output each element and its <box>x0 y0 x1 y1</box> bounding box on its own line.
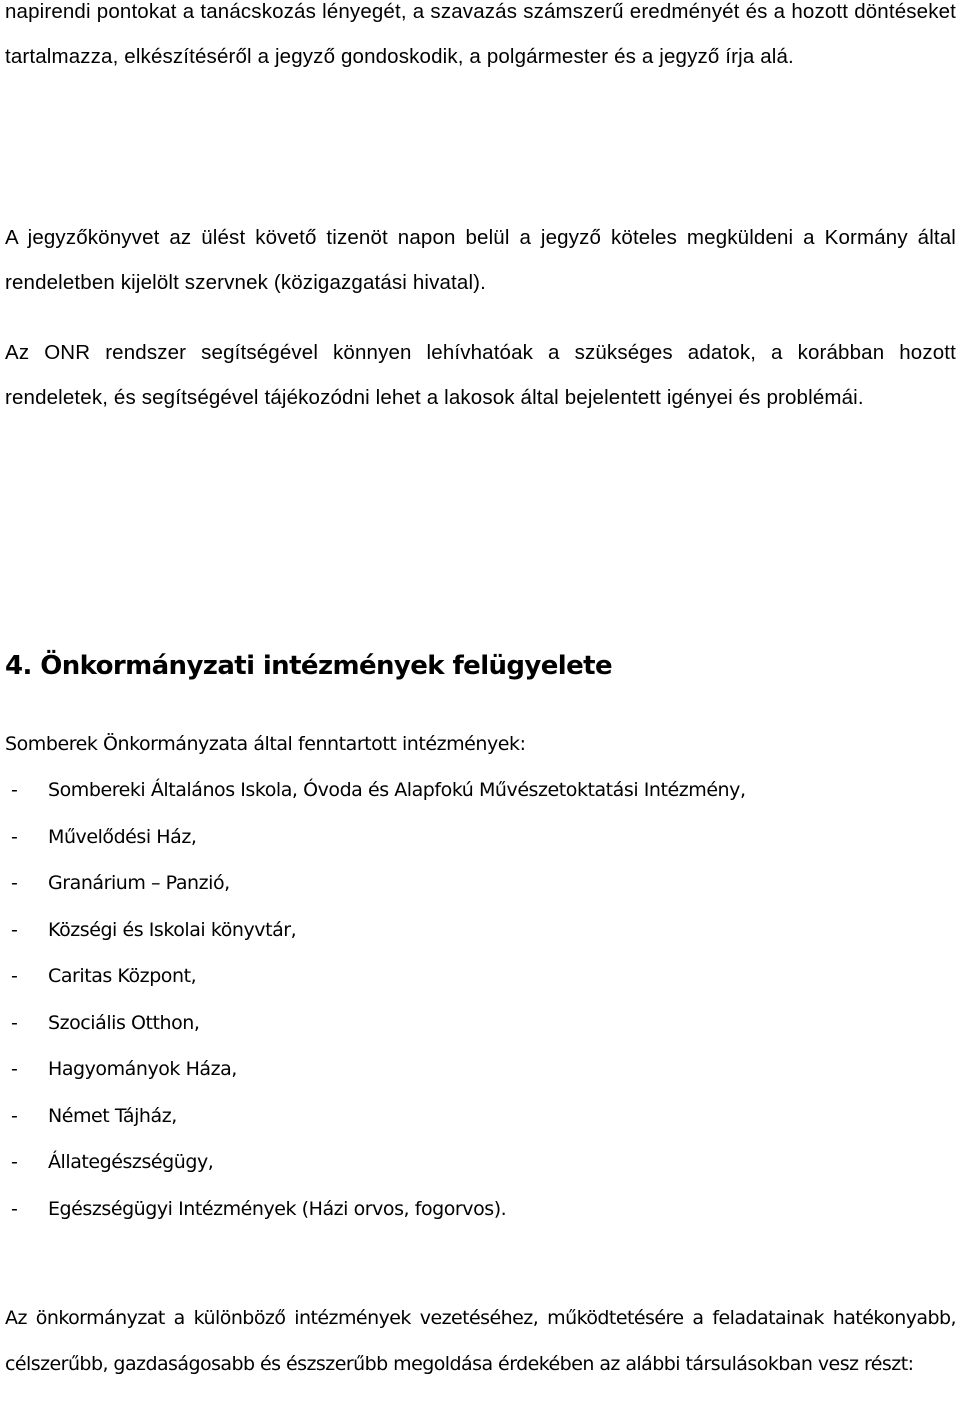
list-item <box>5 1186 746 1233</box>
list-item <box>5 907 746 954</box>
list-item-text: Egészségügyi Intézmények (Házi orvos, fogorvos). <box>48 1197 507 1220</box>
paragraph-minutes-submission: A jegyzőkönyvet az ülést követő tizenöt napon belül a jegyző köteles megküldeni a Kormány által rendeletben kijelölt szervnek (közigazgatási hivatal). <box>5 226 956 294</box>
list-item <box>5 1139 746 1186</box>
list-dash: - <box>11 1011 18 1034</box>
list-item <box>5 953 746 1000</box>
list-dash: - <box>11 872 18 894</box>
list-item <box>5 814 746 861</box>
paragraph-onr-system: Az ONR rendszer segítségével könnyen lehívhatóak a szükséges adatok, a korábban hozott rendeletek, és segítségével tájékozódni lehet a lakosok által bejelentett igényei és problémái. <box>5 341 956 409</box>
list-dash: - <box>11 779 18 801</box>
list-dash: - <box>11 1151 18 1173</box>
list-dash: - <box>11 918 18 941</box>
institutions-list <box>5 767 746 1232</box>
list-item-text: Német Tájház, <box>48 1104 177 1127</box>
list-item-text: Állategészségügy, <box>48 1151 214 1173</box>
list-item <box>5 1046 746 1093</box>
list-item <box>5 1093 746 1140</box>
paragraph-minutes-content: napirendi pontokat a tanácskozás lényegét, a szavazás számszerű eredményét és a hozott döntéseket tartalmazza, elkészítéséről a jegyző gondoskodik, a polgármester és a jegyző írja alá. <box>5 0 956 68</box>
list-dash: - <box>11 825 18 848</box>
list-dash: - <box>11 965 18 987</box>
paragraph-associations: Az önkormányzat a különböző intézmények vezetéséhez, működtetésére a feladatainak hatékonyabb, célszerűbb, gazdaságosabb és észszerűbb megoldása érdekében az alábbi társulásokban vesz részt: <box>5 1307 956 1375</box>
institutions-intro: Somberek Önkormányzata által fenntartott intézmények: <box>5 733 526 755</box>
list-dash: - <box>11 1197 18 1220</box>
list-item-text: Caritas Központ, <box>48 965 197 987</box>
list-item <box>5 767 746 814</box>
list-dash: - <box>11 1058 18 1080</box>
list-item-text: Granárium – Panzió, <box>48 872 230 894</box>
list-item <box>5 1000 746 1047</box>
list-dash: - <box>11 1104 18 1127</box>
list-item-text: Hagyományok Háza, <box>48 1058 237 1080</box>
list-item-text: Községi és Iskolai könyvtár, <box>48 918 297 941</box>
list-item-text: Szociális Otthon, <box>48 1011 200 1034</box>
list-item-text: Művelődési Ház, <box>48 825 197 848</box>
list-item-text: Sombereki Általános Iskola, Óvoda és Alapfokú Művészetoktatási Intézmény, <box>48 779 746 801</box>
list-item <box>5 860 746 907</box>
section-heading: 4. Önkormányzati intézmények felügyelete <box>5 651 613 681</box>
